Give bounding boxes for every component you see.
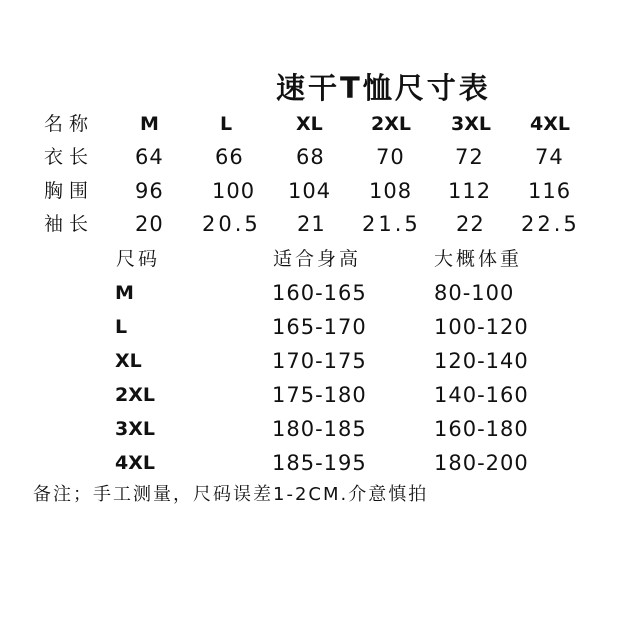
table-cell: 70 [376,145,405,169]
table-cell: 96 [135,179,164,203]
rec-weight: 180-200 [434,451,529,475]
rec-height: 160-165 [272,281,367,305]
row-label-length: 衣长 [44,146,95,168]
table-cell: 20 [135,212,164,236]
rec-height: 180-185 [272,417,367,441]
table-cell: 72 [455,145,484,169]
rec-size: 2XL [115,384,155,406]
size-header-m: M [140,113,159,135]
table-cell: 112 [448,179,492,203]
table-cell: 66 [215,145,244,169]
table-cell: 22.5 [521,212,580,236]
table-cell: 22 [456,212,485,236]
rec-weight: 100-120 [434,315,529,339]
table-cell: 21.5 [362,212,421,236]
rec-height: 165-170 [272,315,367,339]
rec-size: XL [115,350,142,372]
size-header-4xl: 4XL [530,113,570,135]
table-cell: 74 [535,145,564,169]
row-label-chest: 胸围 [44,180,95,202]
rec-size: 3XL [115,418,155,440]
rec-weight: 160-180 [434,417,529,441]
table-cell: 20.5 [202,212,261,236]
size-header-3xl: 3XL [451,113,491,135]
rec-size: 4XL [115,452,155,474]
rec-size: M [115,282,134,304]
size-table-header-label: 名称 [44,113,95,135]
rec-weight: 120-140 [434,349,529,373]
rec-weight: 140-160 [434,383,529,407]
header-weight: 大概体重 [434,248,523,270]
footer-note: 备注；手工测量，尺码误差1-2CM.介意慎拍 [33,484,429,505]
rec-size: L [115,316,128,338]
table-cell: 100 [212,179,256,203]
row-label-sleeve: 袖长 [44,213,95,235]
size-header-xl: XL [296,113,323,135]
table-cell: 108 [369,179,413,203]
rec-height: 170-175 [272,349,367,373]
rec-height: 175-180 [272,383,367,407]
table-cell: 21 [297,212,326,236]
table-cell: 64 [135,145,164,169]
table-cell: 104 [288,179,332,203]
table-cell: 116 [528,179,572,203]
rec-weight: 80-100 [434,281,515,305]
size-header-2xl: 2XL [371,113,411,135]
header-size: 尺码 [116,248,161,270]
header-height: 适合身高 [273,248,362,270]
page-title: 速干T恤尺寸表 [276,71,491,105]
table-cell: 68 [296,145,325,169]
size-header-l: L [220,113,233,135]
rec-height: 185-195 [272,451,367,475]
